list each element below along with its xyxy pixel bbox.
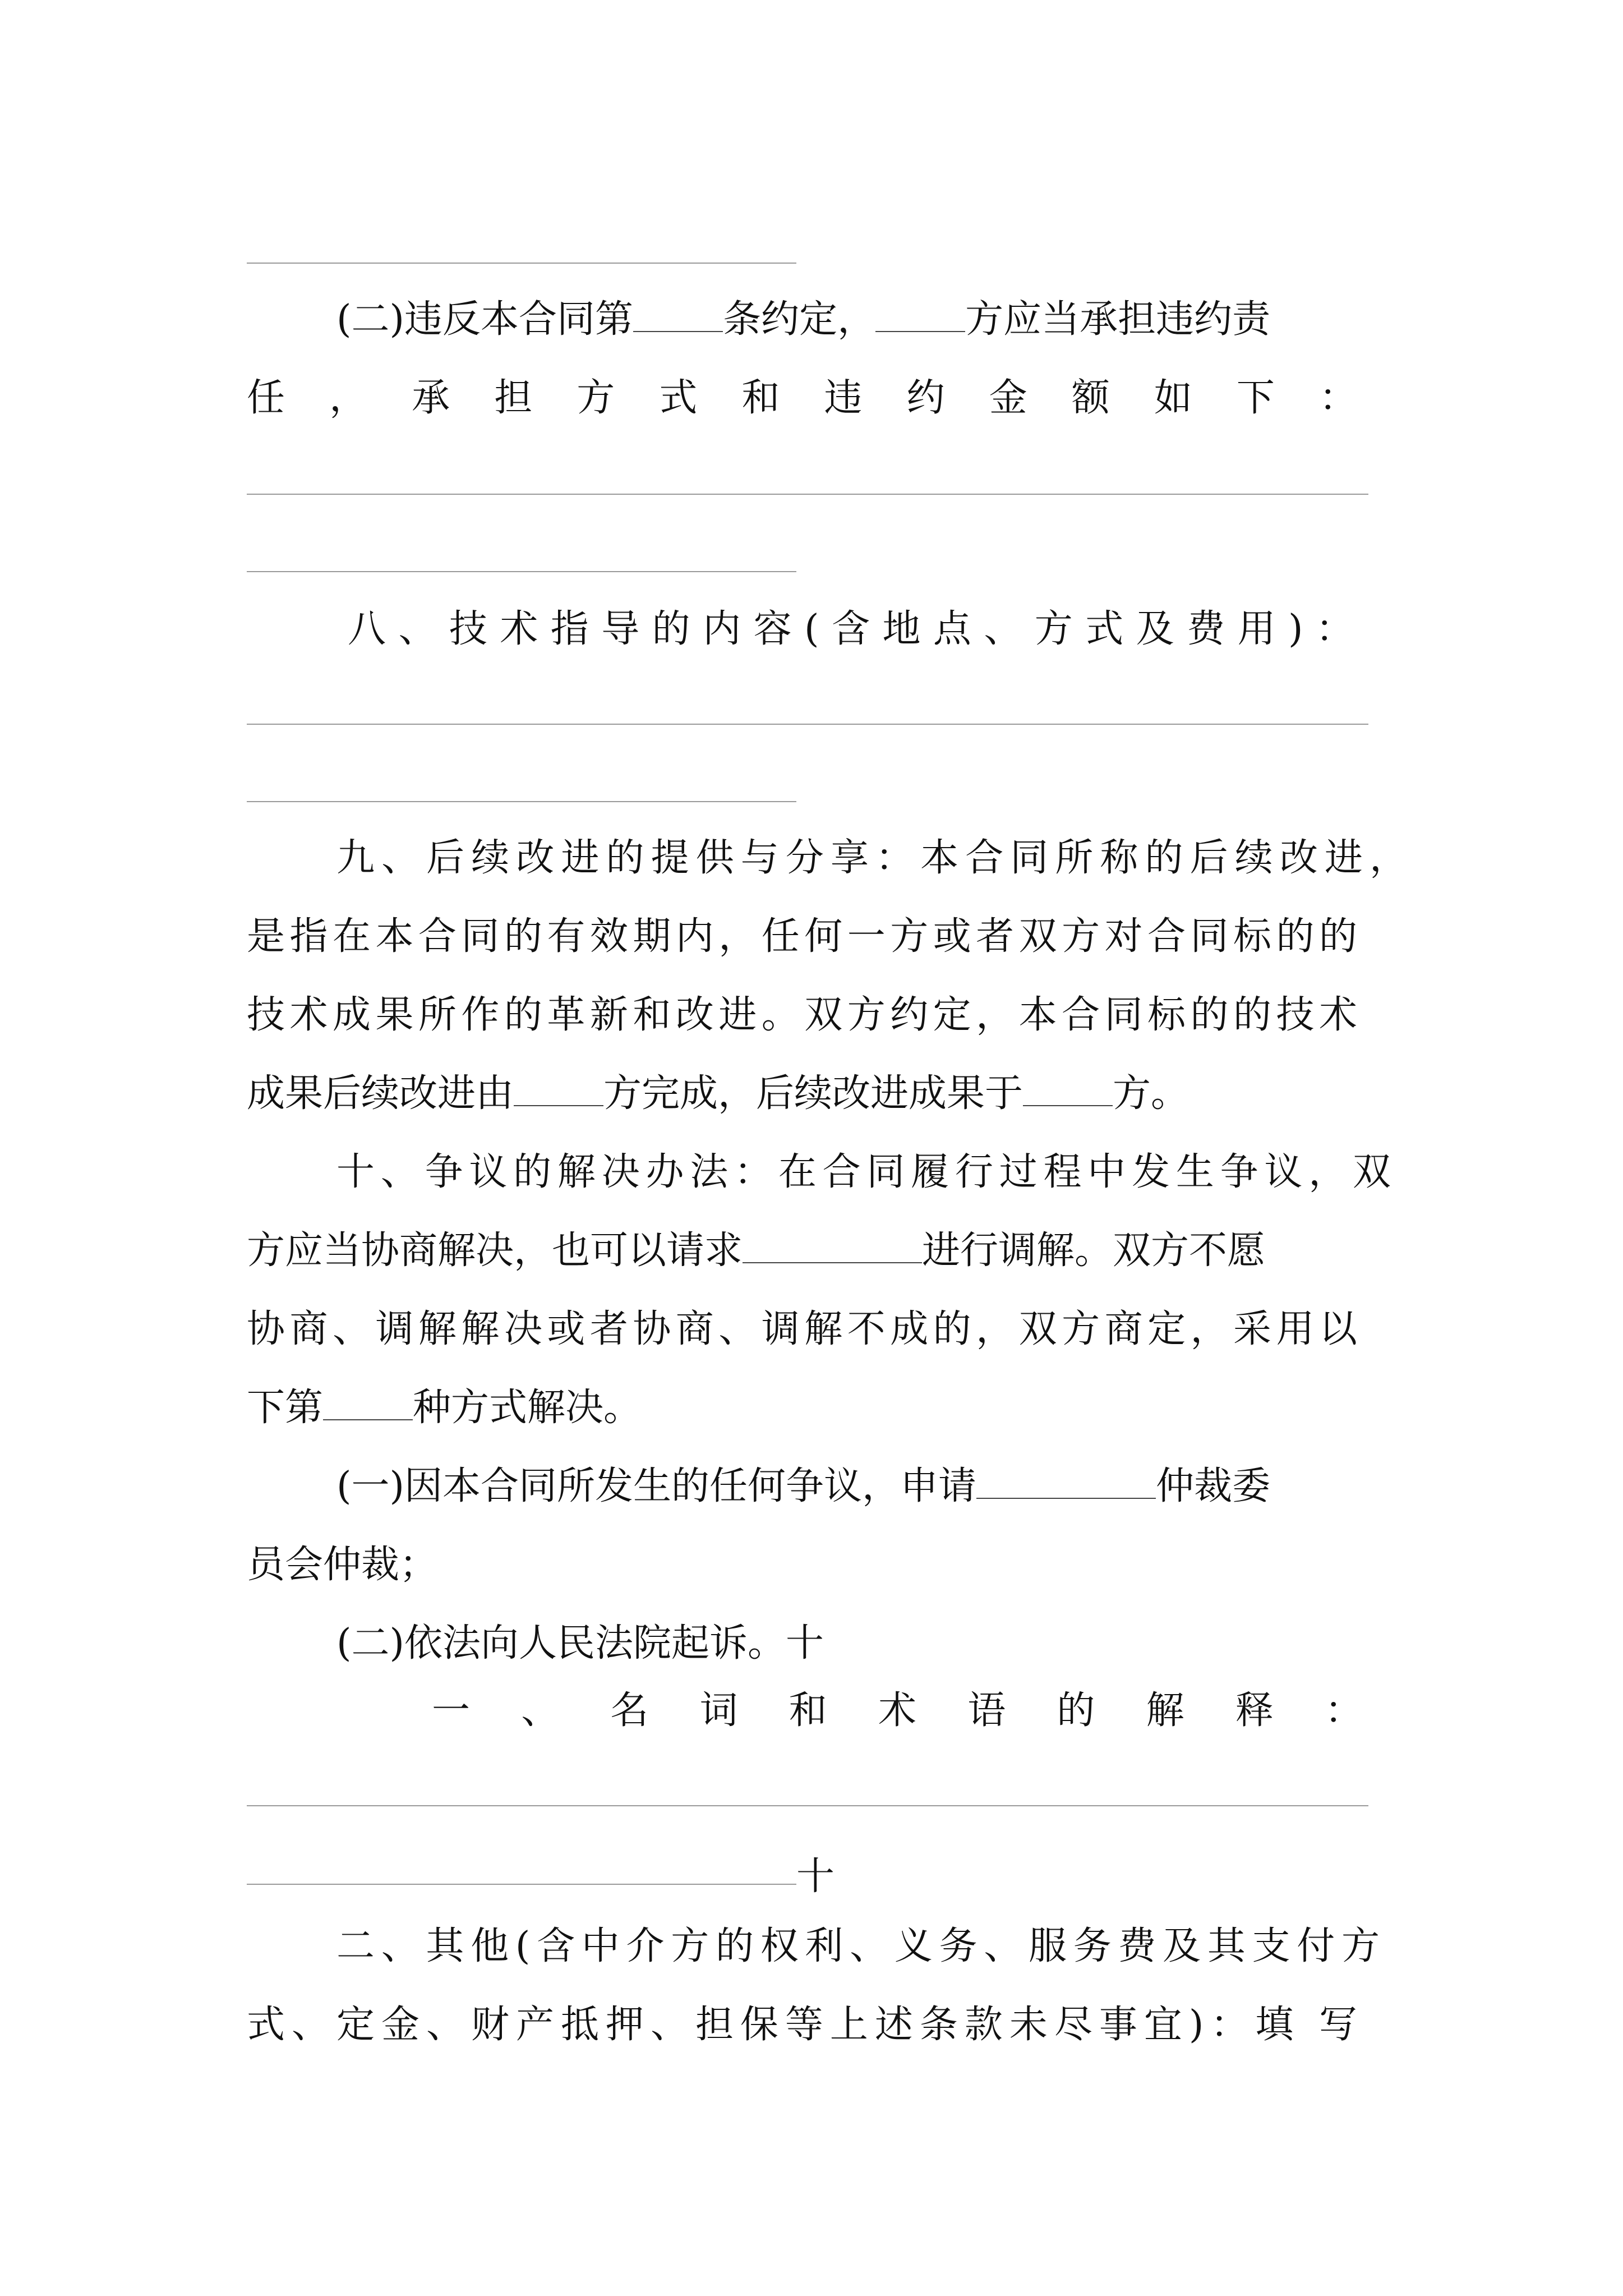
- fill-in-line: [247, 494, 1368, 495]
- fill-in-line: [247, 1884, 796, 1885]
- section-10-line-1: 十、争议的解决办法：在合同履行过程中发生争议，双: [336, 1150, 1391, 1194]
- fill-in-line: [247, 801, 796, 802]
- section-9-line-1: 九、后续改进的提供与分享：本合同所称的后续改进，: [336, 836, 1408, 880]
- section-12-line-1: 二、其他(含中介方的权利、义务、服务费及其支付方: [336, 1924, 1380, 1968]
- section-12-number: 十: [796, 1855, 835, 1899]
- blank-field: [514, 1070, 603, 1106]
- section-10-line-3: 协商、调解解决或者协商、调解不成的，双方商定，采用以: [247, 1307, 1357, 1351]
- section-9-line-4: 成果后续改进由 方完成，后续改进成果于 方。: [247, 1071, 1189, 1116]
- section-11-heading: 一 、 名 词 和 术 语 的 解 释 ：: [432, 1688, 1363, 1733]
- section-10-option-1: (一)因本合同所发生的任何争议，申请 仲裁委: [336, 1464, 1271, 1508]
- clause-7-2: (二)违反本合同第 条约定， 方应当承担违约责: [336, 297, 1271, 342]
- section-10-option-1-cont: 员会仲裁；: [247, 1543, 438, 1587]
- blank-field: [875, 296, 965, 332]
- fill-in-line: [247, 1805, 1368, 1806]
- fill-in-line: [247, 263, 796, 264]
- section-12-line-2: 式、定金、财产抵押、担保等上述条款未尽事宜)：填 写: [247, 2003, 1357, 2047]
- section-9-line-2: 是指在本合同的有效期内，任何一方或者双方对合同标的的: [247, 914, 1357, 959]
- blank-field: [976, 1463, 1156, 1499]
- fill-in-line: [247, 724, 1368, 725]
- section-10-line-4: 下第 种方式解决。: [247, 1386, 642, 1430]
- blank-field: [1023, 1070, 1113, 1106]
- clause-7-2-cont: 任 ， 承 担 方 式 和 违 约 金 额 如 下 ：: [247, 376, 1357, 420]
- blank-field: [743, 1227, 922, 1263]
- fill-in-line: [247, 571, 796, 572]
- section-10-line-2: 方应当协商解决，也可以请求 进行调解。双方不愿: [247, 1228, 1266, 1273]
- section-10-option-2: (二)依法向人民法院起诉。十: [336, 1621, 824, 1665]
- blank-field: [633, 296, 723, 332]
- section-9-line-3: 技术成果所作的革新和改进。双方约定，本合同标的的技术: [247, 993, 1357, 1037]
- blank-field: [323, 1384, 413, 1420]
- section-8-heading: 八、技术指导的内容(含地点、方式及费用)：: [348, 607, 1357, 651]
